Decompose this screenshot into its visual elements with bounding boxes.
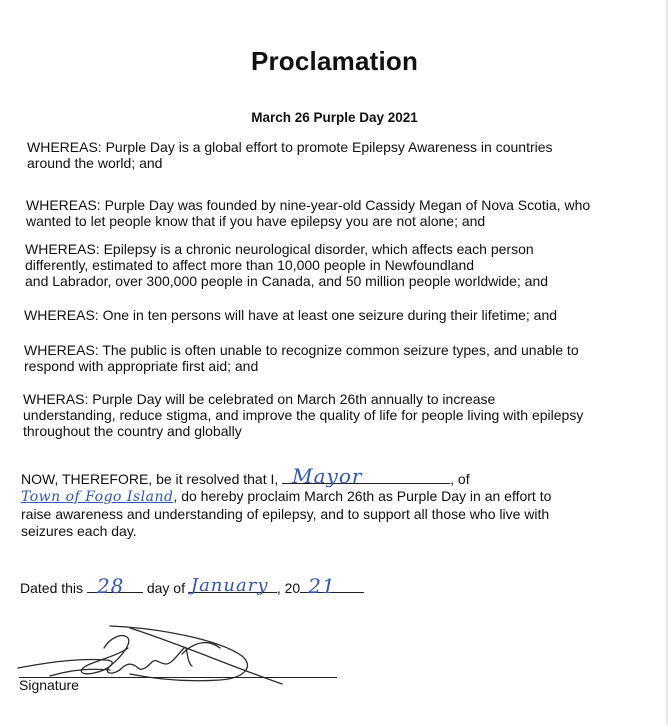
of-text: , of [450,471,470,487]
paragraph-line: WHEREAS: One in ten persons will have at least one seizure during their lifetime; and [24,307,558,323]
handwritten-name: Mayor [292,464,363,488]
whereas-paragraph-5 [24,342,579,374]
paragraph-line: WHEREAS: Epilepsy is a chronic neurological disorder, which affects each person [25,241,534,257]
resolution-line-1 [21,464,551,488]
resolution-paragraph [21,464,552,540]
paragraph-line: and Labrador, over 300,000 people in Canada, and 50 million people worldwide; and [25,273,549,289]
whereas-paragraph-6 [23,391,583,439]
day-of-label: day of [146,580,185,596]
paragraph-line: respond with appropriate first aid; and [24,358,259,374]
resolution-prefix: NOW, THEREFORE, be it resolved that I, [21,471,279,487]
handwritten-month: January [190,575,269,596]
day-blank [87,574,143,598]
resolution-line-2 [21,488,551,506]
year-blank [300,574,364,598]
resolution-line-4: seizures each day. [21,523,137,539]
paragraph-line: wanted to let people know that if you have epilepsy you are not alone; and [26,213,486,229]
whereas-paragraph-4 [24,307,557,323]
paragraph-line: understanding, reduce stigma, and improve the quality of life for people living with epilepsy [23,407,584,423]
resolution-line-3: raise awareness and understanding of epilepsy, and to support all those who live with [21,506,550,522]
paragraph-line: WHEREAS: The public is often unable to recognize common seizure types, and unable to [24,342,579,358]
whereas-paragraph-2 [26,191,590,229]
year-prefix: , 20 [276,580,301,596]
month-blank [189,575,277,596]
resolution-line-2-text: , do hereby proclaim March 26th as Purple Day in an effort to [173,488,552,504]
signature-label: Signature [19,677,79,693]
document-subtitle: March 26 Purple Day 2021 [251,110,418,125]
page-edge [666,0,668,725]
dated-line [20,574,364,598]
dated-label: Dated this [20,580,84,596]
paragraph-line: throughout the country and globally [23,423,242,439]
paragraph-line: differently, estimated to affect more than 10,000 people in Newfoundland [25,257,475,273]
handwritten-place: Town of Fogo Island [21,489,174,505]
handwritten-day: 28 [96,574,125,598]
paragraph-line: WHERAS: Purple Day will be celebrated on March 26th annually to increase [23,391,496,407]
whereas-paragraph-3 [25,241,548,289]
paragraph-line: WHEREAS: Purple Day is a global effort to promote Epilepsy Awareness in countries [27,139,553,155]
whereas-paragraph-1 [27,139,553,171]
document-title: Proclamation [250,46,419,76]
paragraph-line: WHEREAS: Purple Day was founded by nine-year-old Cassidy Megan of Nova Scotia, who [26,197,591,213]
handwritten-year: 21 [308,574,336,598]
name-blank [282,464,450,488]
paragraph-line: around the world; and [27,155,163,171]
